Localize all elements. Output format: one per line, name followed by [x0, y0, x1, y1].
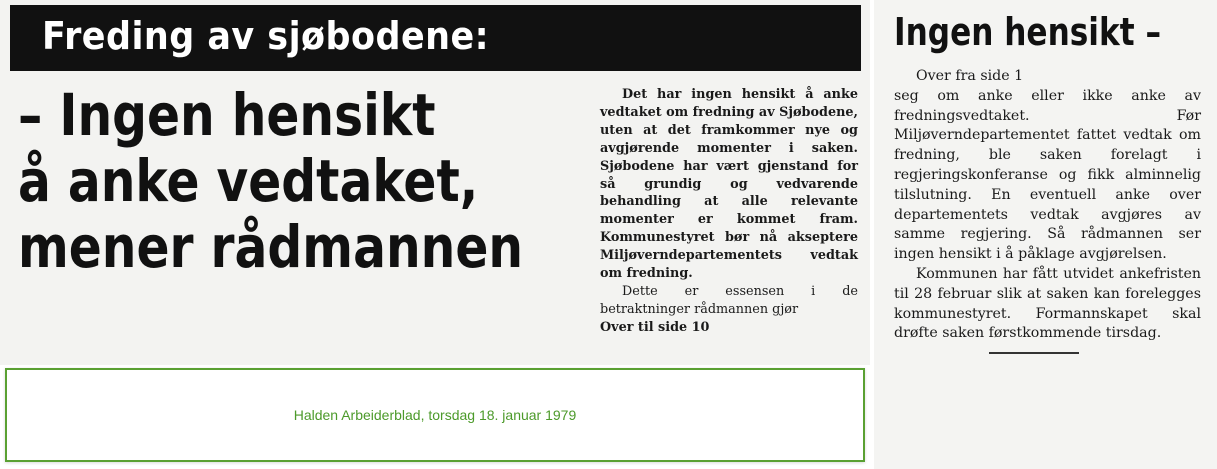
- continued-from-notice: Over fra side 1: [916, 68, 1024, 84]
- end-rule-divider: [989, 352, 1079, 354]
- headline-line: mener rådmannen: [18, 213, 524, 281]
- source-caption-box: [5, 368, 865, 462]
- main-headline: [18, 81, 524, 281]
- continuation-headline: Ingen hensikt –: [894, 10, 1162, 54]
- headline-line: å anke vedtaket,: [18, 147, 479, 215]
- left-article-body: [600, 86, 858, 337]
- right-article-body: [894, 67, 1201, 354]
- right-newspaper-clipping: [874, 0, 1217, 469]
- source-caption: Halden Arbeiderblad, torsdag 18. januar 1979: [293, 407, 577, 423]
- body-paragraph: seg om anke eller ikke anke av fredningsvedtaket. Før Miljøverndepartementet fattet vedtak om fredning, ble saken forelagt i regjeringskonferanse og fikk alminnelig tilslutning. En eventuell anke over departementets vedtak avgjøres av samme regjering. Så rådmannen ser ingen hensikt i å påklage avgjørelsen.: [894, 87, 1201, 263]
- continued-notice: Over til side 10: [600, 319, 710, 335]
- body-paragraph: Kommunen har fått utvidet ankefristen til 28 februar slik at saken kan forelegges kommunestyret. Formannskapet skal drøfte saken førstkommende tirsdag.: [894, 265, 1201, 342]
- headline-line: – Ingen hensikt: [18, 81, 436, 149]
- lead-paragraph: Det har ingen hensikt å anke vedtaket om fredning av Sjøbodene, uten at det framkommer nye og avgjørende momenter i saken. Sjøbodene har vært gjenstand for så grundig og vedvarende behandling at alle relevante momenter er kommet fram. Kommunestyret bør nå akseptere Miljøverndepartementets vedtak om fredning.: [600, 87, 858, 282]
- body-paragraph: Dette er essensen i de betraktninger rådmannen gjør: [600, 283, 858, 317]
- kicker-text: Freding av sjøbodene:: [42, 14, 490, 58]
- kicker-banner: [10, 5, 861, 71]
